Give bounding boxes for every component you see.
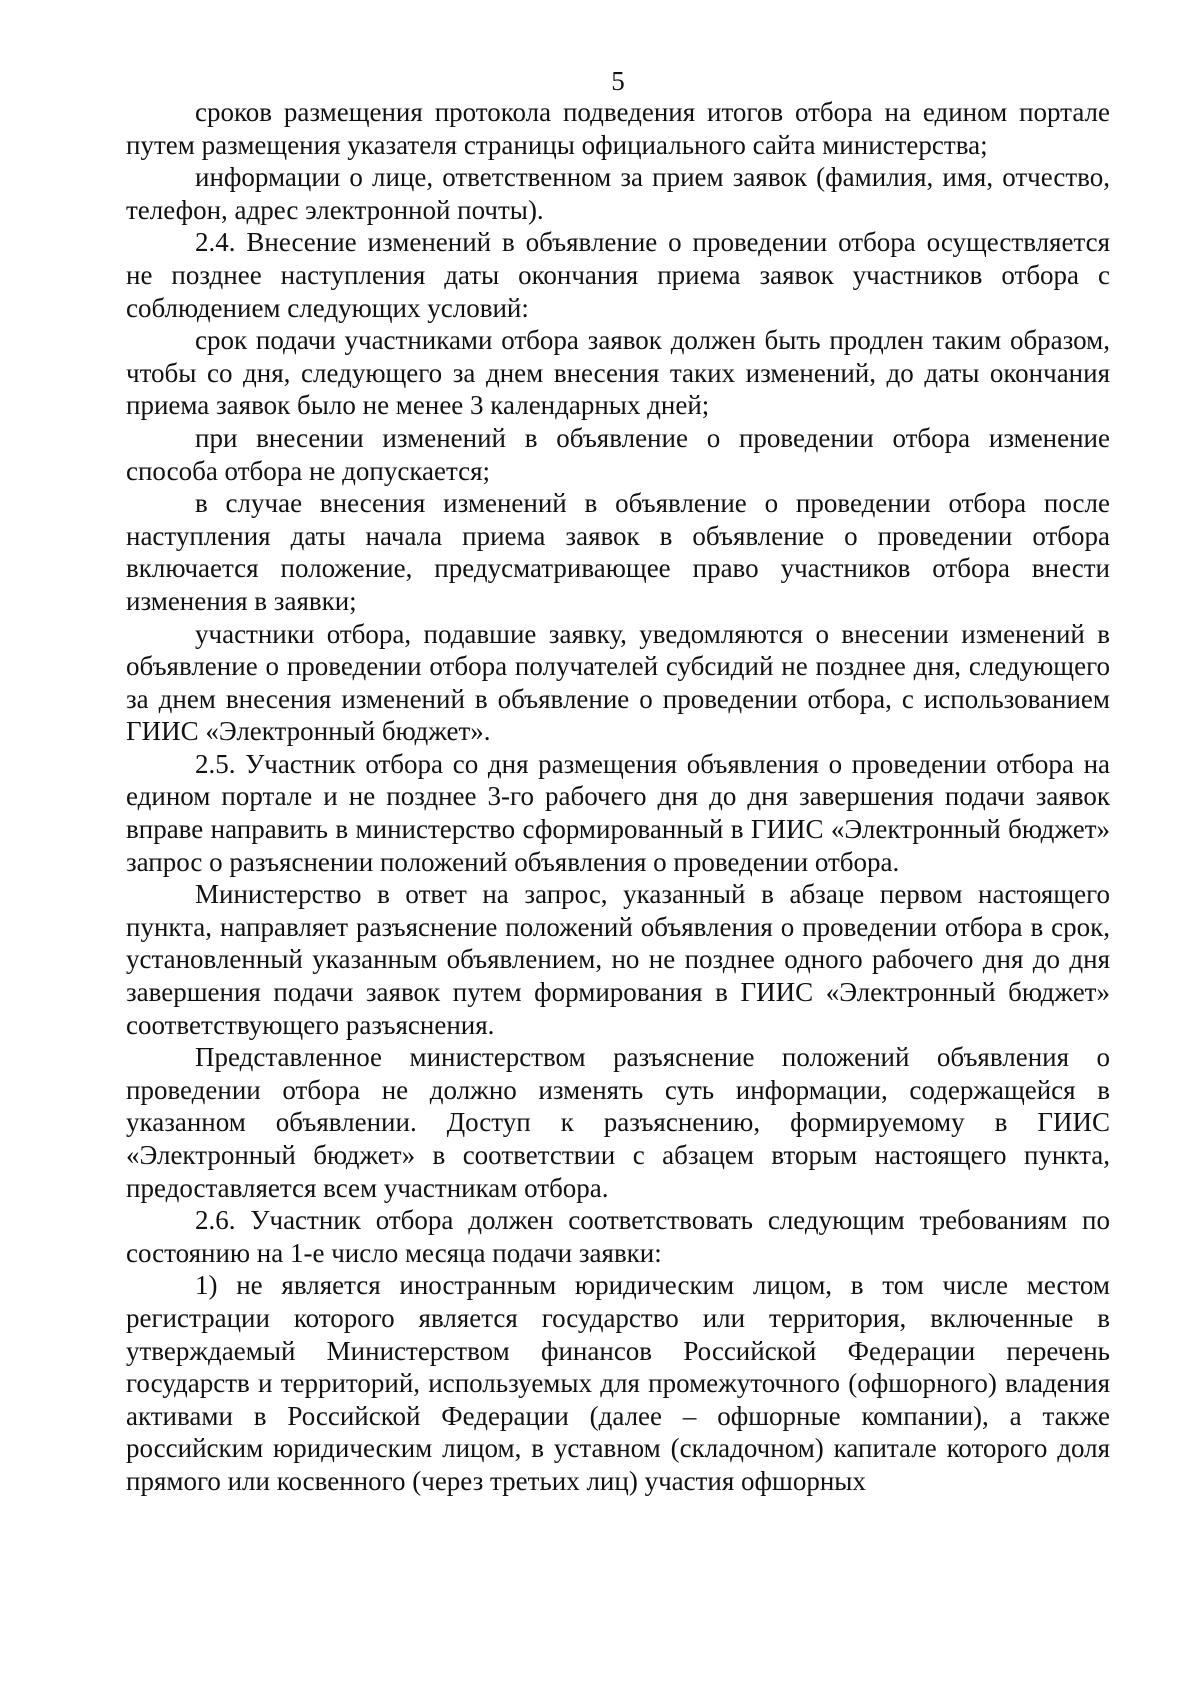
paragraph-2: информации о лице, ответственном за прием заявок (фамилия, имя, отчество, телефон, адрес электронной почты). bbox=[126, 162, 1110, 225]
paragraph-3: 2.4. Внесение изменений в объявление о проведении отбора осуществляется не позднее наступления даты окончания приема заявок участников отбора с соблюдением следующих условий: bbox=[126, 227, 1110, 323]
paragraph-10: Представленное министерством разъяснение положений объявления о проведении отбора не должно изменять суть информации, содержащейся в указанном объявлении. Доступ к разъяснению, формируемому в ГИИС «Электронный бюджет» в соответствии с абзацем вторым настоящего пункта, предоставляется всем участникам отбора. bbox=[126, 1042, 1110, 1203]
paragraph-5: при внесении изменений в объявление о проведении отбора изменение способа отбора не допускается; bbox=[126, 422, 1110, 486]
paragraph-6: в случае внесения изменений в объявление о проведении отбора после наступления даты начала приема заявок в объявление о проведении отбора включается положение, предусматривающее право участников отбора внести изменения в заявки; bbox=[126, 488, 1110, 616]
paragraph-1: сроков размещения протокола подведения итогов отбора на едином портале путем размещения указателя страницы официального сайта министерства; bbox=[126, 97, 1110, 160]
paragraph-11: 2.6. Участник отбора должен соответствовать следующим требованиям по состоянию на 1-е число месяца подачи заявки: bbox=[126, 1205, 1110, 1268]
paragraph-7: участники отбора, подавшие заявку, уведомляются о внесении изменений в объявление о проведении отбора получателей субсидий не позднее дня, следующего за днем внесения изменений в объявление о проведении отбора, с использованием ГИИС «Электронный бюджет». bbox=[126, 618, 1110, 747]
paragraph-12: 1) не является иностранным юридическим лицом, в том числе местом регистрации которого является государство или территория, включенные в утверждаемый Министерством финансов Российской Федерации перечень государств и территорий, используемых для промежуточного (офшорного) владения активами в Российской Федерации (далее – офшорные компании), а также российским юридическим лицом, в уставном (складочном) капитале которого доля прямого или косвенного (через третьих лиц) участия офшорных bbox=[126, 1270, 1110, 1496]
page-number: 5 bbox=[611, 66, 625, 96]
paragraph-9: Министерство в ответ на запрос, указанный в абзаце первом настоящего пункта, направляет разъяснение положений объявления о проведении отбора в срок, установленный указанным объявлением, но не позднее одного рабочего дня до дня завершения подачи заявок путем формирования в ГИИС «Электронный бюджет» соответствующего разъяснения. bbox=[126, 879, 1110, 1040]
paragraph-4: срок подачи участниками отбора заявок должен быть продлен таким образом, чтобы со дня, следующего за днем внесения таких изменений, до даты окончания приема заявок было не менее 3 календарных дней; bbox=[126, 325, 1110, 421]
document-body bbox=[126, 96, 1110, 1498]
paragraph-8: 2.5. Участник отбора со дня размещения объявления о проведении отбора на едином портале и не позднее 3-го рабочего дня до дня завершения подачи заявок вправе направить в министерство сформированный в ГИИС «Электронный бюджет» запрос о разъяснении положений объявления о проведении отбора. bbox=[126, 748, 1110, 877]
